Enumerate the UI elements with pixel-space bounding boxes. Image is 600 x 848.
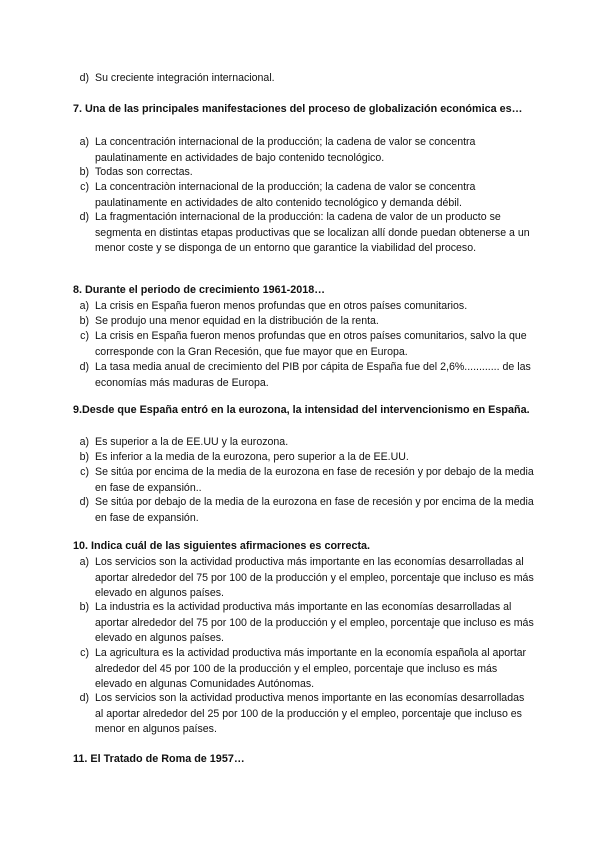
question-8-option-b [79, 314, 535, 330]
question-9-option-d [79, 495, 535, 526]
question-10-option-c [80, 646, 535, 693]
question-9-title: 9.Desde que España entró en la eurozona, la intensidad del intervencionismo en España. [73, 404, 530, 416]
question-7-title: 7. Una de las principales manifestaciones del proceso de globalización económica es… [73, 103, 523, 115]
option-text: Se sitúa por debajo de la media de la eurozona en fase de recesión y por encima de la media en fase de expansión. [95, 496, 534, 524]
question-7-option-a [79, 135, 535, 166]
option-label: d) [79, 211, 89, 223]
question-10-option-a [79, 555, 535, 602]
question-9-option-c [80, 465, 535, 496]
question-8-option-c [80, 329, 535, 360]
option-text: La tasa media anual de crecimiento del PIB por cápita de España fue del 2,6%............ de las economías más maduras de Europa. [95, 361, 531, 389]
option-text: Todas son correctas. [95, 166, 193, 178]
option-label: a) [79, 300, 89, 312]
question-10-option-d [79, 691, 535, 738]
option-text: Es inferior a la media de la eurozona, pero superior a la de EE.UU. [95, 451, 409, 463]
option-text: Los servicios son la actividad productiva menos importante en las economías desarrolladas al aportar alrededor del 25 por 100 de la producción y el empleo, porcentaje que incluso es menor en algunos países. [95, 692, 525, 736]
prev-question-option-d [79, 71, 535, 87]
option-text: Se produjo una menor equidad en la distribución de la renta. [95, 315, 379, 327]
option-text: Su creciente integración internacional. [95, 72, 275, 84]
option-text: La crisis en España fueron menos profundas que en otros países comunitarios, salvo la que corresponde con la Gran Recesión, que fue mayor que en Europa. [95, 330, 527, 358]
option-label: d) [79, 72, 89, 84]
option-text: La fragmentación internacional de la producción: la cadena de valor de un producto se segmenta en distintas etapas productivas que se localizan allí donde puedan obtenerse a un menor coste y se disponga de un entorno que garantice la viabilidad del proceso. [95, 211, 530, 255]
option-text: La industria es la actividad productiva más importante en las economías desarrolladas al aportar alrededor del 75 por 100 de la producción y el empleo, porcentaje que incluso es más elevado en algunos países. [95, 601, 534, 645]
option-label: b) [79, 315, 89, 327]
question-10-title: 10. Indica cuál de las siguientes afirmaciones es correcta. [73, 540, 371, 552]
option-label: c) [80, 466, 89, 478]
option-text: Los servicios son la actividad productiva más importante en las economías desarrolladas al aportar alrededor del 75 por 100 de la producción y el empleo, porcentaje que incluso es más elevado en algunos países. [95, 556, 534, 600]
question-8-option-d [79, 360, 535, 391]
option-text: La concentraciòn internacional de la producción; la cadena de valor se concentra paulatinamente en actividades de alto contenido tecnológico y demanda débil. [95, 181, 476, 209]
option-label: c) [80, 647, 89, 659]
question-9-option-b [79, 450, 535, 466]
option-label: d) [79, 361, 89, 373]
question-8-option-a [79, 299, 535, 315]
option-text: La concentración internacional de la producción; la cadena de valor se concentra paulatinamente en actividades de bajo contenido tecnológico. [95, 136, 476, 164]
option-text: Se sitúa por encima de la media de la eurozona en fase de recesión y por debajo de la media en fase de expansión.. [95, 466, 534, 494]
option-label: a) [79, 436, 89, 448]
option-label: b) [79, 166, 89, 178]
option-label: a) [79, 556, 89, 568]
option-label: b) [79, 451, 89, 463]
option-label: b) [79, 601, 89, 613]
option-label: a) [79, 136, 89, 148]
option-text: Es superior a la de EE.UU y la eurozona. [95, 436, 289, 448]
option-text: La crisis en España fueron menos profundas que en otros países comunitarios. [95, 300, 468, 312]
question-9-option-a [79, 435, 535, 451]
question-7-option-b [79, 165, 535, 181]
question-8-title: 8. Durante el periodo de crecimiento 1961-2018… [73, 284, 326, 296]
option-label: d) [79, 496, 89, 508]
option-label: d) [79, 692, 89, 704]
question-10-option-b [79, 600, 535, 647]
question-7-option-c [80, 180, 535, 211]
question-7-option-d [79, 210, 535, 257]
question-11-title: 11. El Tratado de Roma de 1957… [73, 753, 245, 765]
option-label: c) [80, 181, 89, 193]
option-label: c) [80, 330, 89, 342]
option-text: La agricultura es la actividad productiva más importante en la economía española al aportar alrededor del 45 por 100 de la producción y el empleo, porcentaje que incluso es más elevado en algunas Comunidades Autónomas. [95, 647, 527, 691]
